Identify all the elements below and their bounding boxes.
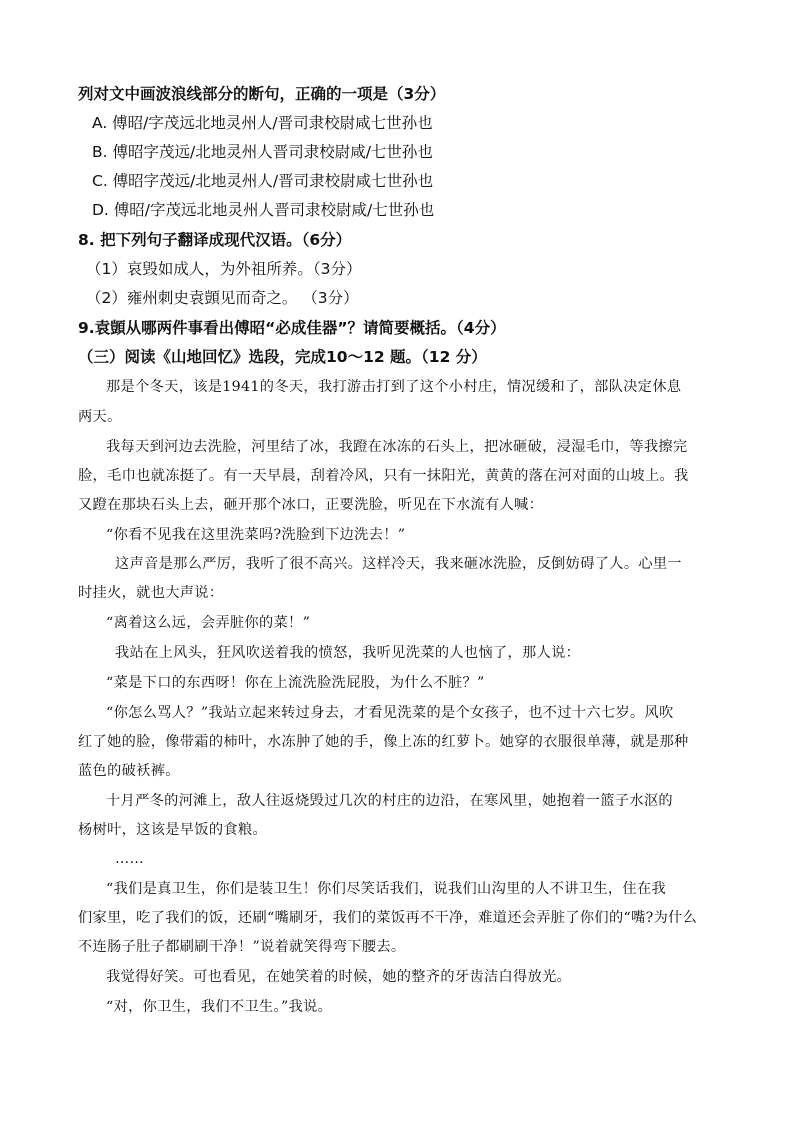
question-7-option-c: C. 傅昭字茂远/北地灵州人/晋司隶校尉咸七世孙也	[92, 172, 434, 190]
passage-line: “对，你卫生，我们不卫生。”我说。	[106, 999, 333, 1015]
passage-line: 又蹬在那块石头上去，砸开那个冰口，正要洗脸，听见在下水流有人喊：	[78, 497, 544, 513]
question-7-option-a: A. 傅昭/字茂远北地灵州人/晋司隶校尉咸七世孙也	[92, 114, 433, 132]
question-8-stem: 8. 把下列句子翻译成现代汉语。（6分）	[78, 231, 352, 249]
question-8-item-2: （2）雍州刺史袁顗见而奇之。 （3分）	[86, 289, 359, 307]
passage-line: 我站在上风头，狂风吹送着我的愤怒，我听见洗菜的人也恼了，那人说：	[115, 645, 581, 661]
question-8-item-1: （1）哀毁如成人，为外祖所养。（3分）	[86, 260, 362, 278]
passage-line: “离着这么远，会弄脏你的菜！”	[106, 615, 311, 631]
passage-line: “我们是真卫生，你们是装卫生！你们尽笑话我们，说我们山沟里的人不讲卫生，住在我	[106, 881, 667, 897]
passage-line: “菜是下口的东西呀！你在上流洗脸洗屁股，为什么不脏？”	[106, 675, 485, 691]
passage-line: 杨树叶，这该是早饭的食粮。	[78, 822, 267, 838]
passage-line: “你怎么骂人？”我站立起来转过身去，才看见洗菜的是个女孩子，也不过十六七岁。风吹	[106, 705, 674, 721]
question-7-stem: 列对文中画波浪线部分的断句，正确的一项是（3分）	[78, 85, 446, 103]
passage-line: 蓝色的破袄裤。	[78, 763, 180, 779]
passage-line: 那是个冬天，该是1941的冬天，我打游击打到了这个小村庄，情况缓和了，部队决定休息	[106, 379, 682, 395]
passage-ellipsis: ……	[115, 851, 145, 867]
passage-line: 红了她的脸，像带霜的柿叶，水冻肿了她的手，像上冻的红萝卜。她穿的衣服很单薄，就是那种	[78, 734, 689, 750]
passage-line: 我每天到河边去洗脸，河里结了冰，我蹬在冰冻的石头上，把冰砸破，浸湿毛巾，等我擦完	[106, 439, 688, 455]
question-7-option-d: D. 傅昭/字茂远北地灵州人晋司隶校尉咸/七世孙也	[92, 201, 435, 219]
section-3-heading: （三）阅读《山地回忆》选段，完成10～12 题。（12 分）	[78, 348, 487, 366]
passage-line: 十月严冬的河滩上，敌人往返烧毁过几次的村庄的边沿，在寒风里，她抱着一篮子水沤的	[106, 793, 673, 809]
passage-line: 这声音是那么严厉，我听了很不高兴。这样冷天，我来砸冰洗脸，反倒妨碍了人。心里一	[115, 556, 682, 572]
passage-line: 们家里，吃了我们的饭，还刷“嘴刷牙，我们的菜饭再不干净，难道还会弄脏了你们的“嘴?为什么	[78, 910, 698, 926]
question-9-stem: 9.袁顗从哪两件事看出傅昭“必成佳器”？请简要概括。（4分）	[78, 319, 506, 337]
passage-line: 不连肠子肚子都刷刷干净！”说着就笑得弯下腰去。	[78, 939, 406, 955]
passage-line: 时挂火，就也大声说：	[78, 585, 224, 601]
passage-line: 我觉得好笑。可也看见，在她笑着的时候，她的整齐的牙齿洁白得放光。	[106, 969, 572, 985]
passage-line: 脸，毛巾也就冻挺了。有一天早晨，刮着冷风，只有一抹阳光，黄黄的落在河对面的山坡上。我	[78, 468, 689, 484]
question-7-option-b: B. 傅昭字茂远/北地灵州人晋司隶校尉咸/七世孙也	[92, 143, 433, 161]
passage-line: “你看不见我在这里洗菜吗?洗脸到下边洗去！”	[106, 527, 406, 543]
passage-line: 两天。	[78, 409, 122, 425]
